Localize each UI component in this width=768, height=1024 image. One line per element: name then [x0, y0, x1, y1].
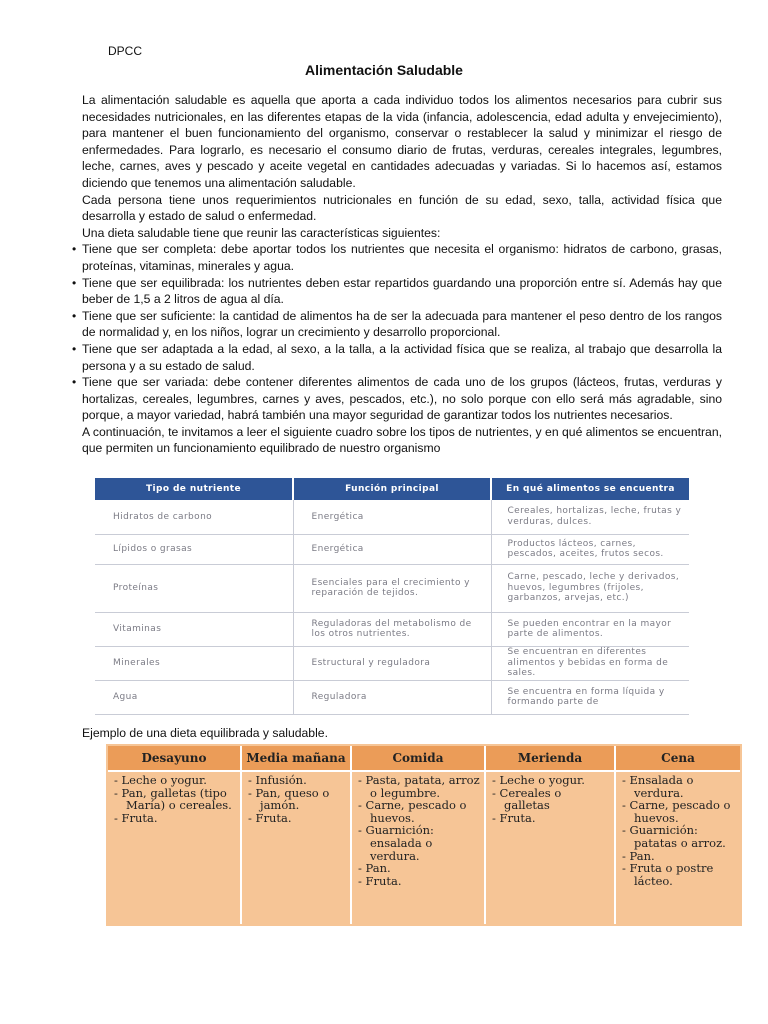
table-cell: Estructural y reguladora	[293, 646, 491, 680]
column-header: En qué alimentos se encuentra	[491, 478, 689, 500]
table-cell: Hidratos de carbono	[95, 500, 293, 534]
bullet-icon: •	[72, 341, 77, 356]
list-item	[72, 341, 722, 374]
intro-paragraph: La alimentación saludable es aquella que aporta a cada individuo todos los alimentos necesarios para cubrir sus necesidades nutricionales, en las diferentes etapas de la vida (infancia, adolescencia, edad adulta y envejecimiento), para mantener el buen funcionamiento del organismo, conservar o restablecer la salud y minimizar el riesgo de enfermedades. Para lograrlo, es necesario el consumo diario de frutas, verduras, cereales integrales, legumbres, leche, carnes, aves y pescado y aceite vegetal en cantidades adecuadas y variadas. Si lo hacemos así, estamos diciendo que tenemos una alimentación saludable.	[82, 93, 722, 190]
table-cell: Reguladora	[293, 680, 491, 714]
nutrient-table	[95, 478, 689, 715]
list-item-text: Tiene que ser completa: debe aportar todos los nutrientes que necesita el organismo: hidratos de carbono, grasas, proteínas, vitaminas, minerales y agua.	[82, 242, 722, 273]
intro-paragraph: Una dieta saludable tiene que reunir las características siguientes:	[82, 225, 441, 240]
diet-item: - Leche o yogur.	[492, 773, 585, 787]
diet-item: - Infusión.	[248, 773, 307, 787]
diet-item: - Pan, galletas (tipo María) o cereales.	[114, 785, 232, 813]
bullet-icon: •	[72, 275, 77, 290]
table-cell: Esenciales para el crecimiento y reparación de tejidos.	[293, 564, 491, 612]
list-item-text: Tiene que ser suficiente: la cantidad de alimentos ha de ser la adecuada para mantener el peso dentro de los rangos de normalidad y, en los niños, lograr un crecimiento y desarrollo proporcional.	[82, 308, 722, 340]
table-cell: Agua	[95, 680, 293, 714]
diet-item: - Pan.	[358, 861, 391, 876]
table-cell: Vitaminas	[95, 612, 293, 646]
list-item	[72, 275, 722, 308]
outro-paragraph: A continuación, te invitamos a leer el siguiente cuadro sobre los tipos de nutrientes, y en qué alimentos se encuentran, que permiten un funcionamiento equilibrado de nuestro organismo	[82, 424, 722, 456]
diet-item: - Fruta.	[248, 810, 292, 825]
table-cell: Reguladoras del metabolismo de los otros nutrientes.	[293, 612, 491, 646]
list-item-text: Tiene que ser adaptada a la edad, al sexo, a la talla, a la actividad física que se realiza, al trabajo que desarrolla la persona y a su estado de salud.	[82, 341, 722, 373]
column-header: Tipo de nutriente	[95, 478, 293, 500]
table-row	[95, 680, 689, 714]
diet-item: - Carne, pescado o huevos.	[358, 798, 467, 825]
diet-column-header: Merienda	[486, 746, 614, 772]
diet-item: - Fruta.	[114, 810, 158, 825]
diet-item: - Ensalada o verdura.	[622, 773, 694, 800]
diet-item: - Guarnición: patatas o arroz.	[622, 823, 726, 850]
table-cell: Se encuentra en forma líquida y formando parte de	[491, 680, 689, 714]
list-item-text: Tiene que ser variada: debe contener diferentes alimentos de cada uno de los grupos (lácteos, frutas, verduras y hortalizas, cereales, legumbres, carnes y aves, pescados, etc.), no solo porque con ello será más agradable, sino porque, a mayor variedad, habrá también una mayor seguridad de garantizar todos los nutrientes necesarios.	[82, 375, 722, 423]
bullet-icon: •	[72, 242, 77, 257]
table-cell: Proteínas	[95, 564, 293, 612]
table-cell: Cereales, hortalizas, leche, frutas y verduras, dulces.	[491, 500, 689, 534]
table-cell: Se encuentran en diferentes alimentos y bebidas en forma de sales.	[491, 646, 689, 680]
diet-column-desayuno	[108, 746, 242, 924]
table-cell: Productos lácteos, carnes, pescados, aceites, frutos secos.	[491, 534, 689, 564]
diet-item: - Fruta.	[358, 873, 402, 888]
table-row	[95, 564, 689, 612]
document-tag: DPCC	[108, 44, 143, 58]
column-header: Función principal	[293, 478, 491, 500]
table-cell: Se pueden encontrar en la mayor parte de alimentos.	[491, 612, 689, 646]
diet-item: - Cereales o galletas	[492, 785, 562, 813]
diet-item: - Pan.	[622, 848, 655, 863]
diet-column-media-manana	[242, 746, 352, 924]
diet-item: - Pan, queso o jamón.	[248, 785, 330, 813]
diet-column-cena	[616, 746, 740, 924]
bullet-icon: •	[72, 308, 77, 323]
diet-item: - Fruta o postre lácteo.	[622, 861, 714, 888]
list-item	[72, 241, 722, 274]
table-cell: Energética	[293, 500, 491, 534]
list-item	[72, 374, 722, 424]
page-title: Alimentación Saludable	[305, 62, 463, 78]
diet-column-header: Comida	[352, 746, 484, 772]
table-cell: Energética	[293, 534, 491, 564]
table-cell: Carne, pescado, leche y derivados, huevos, legumbres (frijoles, garbanzos, arvejas, etc.)	[491, 564, 689, 612]
intro-paragraph: Cada persona tiene unos requerimientos nutricionales en función de su edad, sexo, talla, actividad física que desarrolla y estado de salud o enfermedad.	[82, 192, 722, 224]
diet-column-header: Cena	[616, 746, 740, 772]
characteristics-list	[72, 241, 722, 424]
bullet-icon: •	[72, 375, 77, 390]
table-row	[95, 500, 689, 534]
table-row	[95, 612, 689, 646]
table-row	[95, 646, 689, 680]
diet-item: - Guarnición: ensalada o verdura.	[358, 823, 434, 863]
diet-table	[106, 744, 742, 926]
list-item-text: Tiene que ser equilibrada: los nutrientes deben estar repartidos guardando una proporción entre sí. Además hay que beber de 1,5 a 2 litros de agua al día.	[82, 275, 722, 307]
diet-example-label: Ejemplo de una dieta equilibrada y saludable.	[82, 726, 328, 740]
diet-item: - Carne, pescado o huevos.	[622, 798, 731, 825]
diet-item: - Pasta, patata, arroz o legumbre.	[358, 773, 480, 800]
table-cell: Lípidos o grasas	[95, 534, 293, 564]
diet-column-header: Desayuno	[108, 746, 240, 772]
table-row	[95, 534, 689, 564]
table-cell: Minerales	[95, 646, 293, 680]
table-header-row	[95, 478, 689, 500]
diet-column-merienda	[486, 746, 616, 924]
diet-column-header: Media mañana	[242, 746, 350, 772]
diet-item: - Leche o yogur.	[114, 773, 207, 787]
diet-column-comida	[352, 746, 486, 924]
document-body	[72, 92, 722, 457]
list-item	[72, 308, 722, 341]
diet-item: - Fruta.	[492, 810, 536, 825]
